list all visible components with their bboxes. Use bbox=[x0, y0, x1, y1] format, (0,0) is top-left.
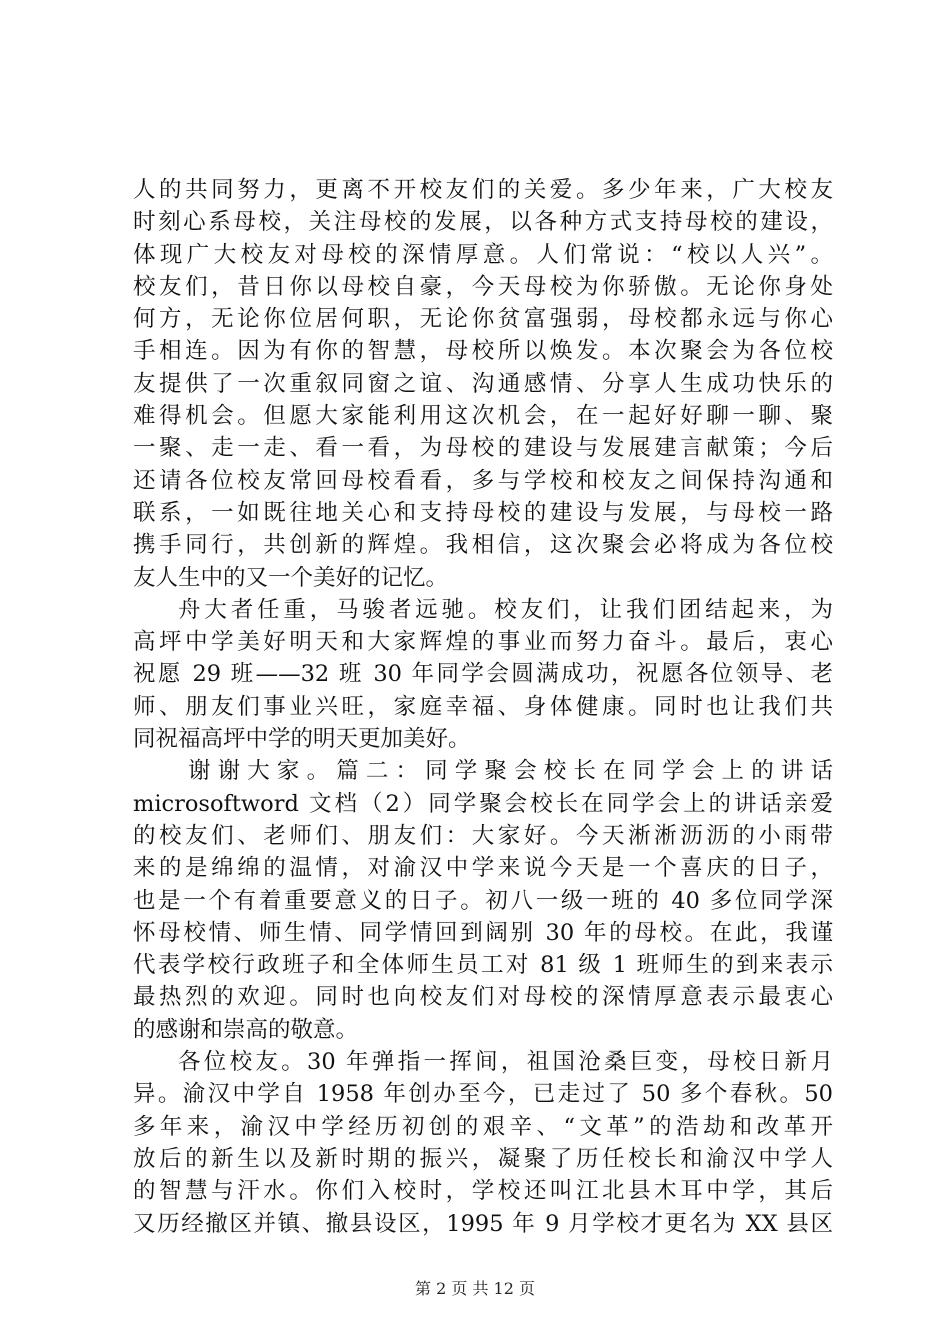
text-line: 异。渝汉中学自 1958 年创办至今，已走过了 50 多个春秋。50 bbox=[133, 1081, 833, 1108]
text-line: 舟大者任重，马骏者远驰。校友们，让我们团结起来，为 bbox=[178, 596, 833, 623]
text-line: 还请各位校友常回母校看看，多与学校和校友之间保持沟通和 bbox=[133, 467, 833, 494]
text-line: 体现广大校友对母校的深情厚意。人们常说：“校以人兴”。 bbox=[133, 241, 833, 268]
text-line: 祝愿 29 班——32 班 30 年同学会圆满成功，祝愿各位领导、老 bbox=[133, 661, 833, 688]
text-line: 时刻心系母校，关注母校的发展，以各种方式支持母校的建设， bbox=[133, 209, 833, 236]
text-line: 携手同行，共创新的辉煌。我相信，这次聚会必将成为各位校 bbox=[133, 532, 833, 559]
text-line: 师、朋友们事业兴旺，家庭幸福、身体健康。同时也让我们共 bbox=[133, 693, 833, 720]
text-line: 谢谢大家。篇二：同学聚会校长在同学会上的讲话 bbox=[188, 758, 833, 785]
text-line: 高坪中学美好明天和大家辉煌的事业而努力奋斗。最后，衷心 bbox=[133, 629, 833, 656]
text-line: 多年来，渝汉中学经历初创的艰辛、“文革”的浩劫和改革开 bbox=[133, 1113, 833, 1140]
text-line: 何方，无论你位居何职，无论你贫富强弱，母校都永远与你心 bbox=[133, 306, 833, 333]
text-line: 手相连。因为有你的智慧，母校所以焕发。本次聚会为各位校 bbox=[133, 338, 833, 365]
text-line: 放后的新生以及新时期的振兴，凝聚了历任校长和渝汉中学人 bbox=[133, 1145, 833, 1172]
text-line: 联系，一如既往地关心和支持母校的建设与发展，与母校一路 bbox=[133, 499, 833, 526]
text-line: 友人生中的又一个美好的记忆。 bbox=[133, 564, 449, 591]
text-line: 又历经撤区并镇、撤县设区，1995 年 9 月学校才更名为 XX 县区 bbox=[133, 1210, 833, 1237]
text-line: 人的共同努力，更离不开校友们的关爱。多少年来，广大校友 bbox=[133, 177, 833, 203]
text-line: 友提供了一次重叙同窗之谊、沟通感情、分享人生成功快乐的 bbox=[133, 370, 833, 397]
page-footer: 第 2 页 共 12 页 bbox=[415, 1279, 535, 1298]
text-line: 也是一个有着重要意义的日子。初八一级一班的 40 多位同学深 bbox=[133, 887, 833, 914]
text-line: 来的是绵绵的温情，对渝汉中学来说今天是一个喜庆的日子， bbox=[133, 855, 833, 882]
document-body bbox=[133, 174, 833, 1240]
text-line: 的智慧与汗水。你们入校时，学校还叫江北县木耳中学，其后 bbox=[133, 1178, 833, 1205]
text-line: 校友们，昔日你以母校自豪，今天母校为你骄傲。无论你身处 bbox=[133, 273, 833, 300]
text-line: 同祝福高坪中学的明天更加美好。 bbox=[133, 726, 471, 753]
text-line: 各位校友。30 年弹指一挥间，祖国沧桑巨变，母校日新月 bbox=[178, 1049, 833, 1076]
text-line: 难得机会。但愿大家能利用这次机会，在一起好好聊一聊、聚 bbox=[133, 403, 833, 430]
text-line: 最热烈的欢迎。同时也向校友们对母校的深情厚意表示最衷心 bbox=[133, 984, 833, 1011]
text-line: 怀母校情、师生情、同学情回到阔别 30 年的母校。在此，我谨 bbox=[133, 919, 833, 946]
text-line: 一聚、走一走、看一看，为母校的建设与发展建言献策；今后 bbox=[133, 435, 833, 462]
text-line: 的感谢和崇高的敬意。 bbox=[133, 1016, 359, 1043]
text-line: microsoftword 文档（2）同学聚会校长在同学会上的讲话亲爱 bbox=[133, 790, 833, 817]
text-line: 代表学校行政班子和全体师生员工对 81 级 1 班师生的到来表示 bbox=[133, 952, 833, 979]
text-line: 的校友们、老师们、朋友们：大家好。今天淅淅沥沥的小雨带 bbox=[133, 822, 833, 849]
